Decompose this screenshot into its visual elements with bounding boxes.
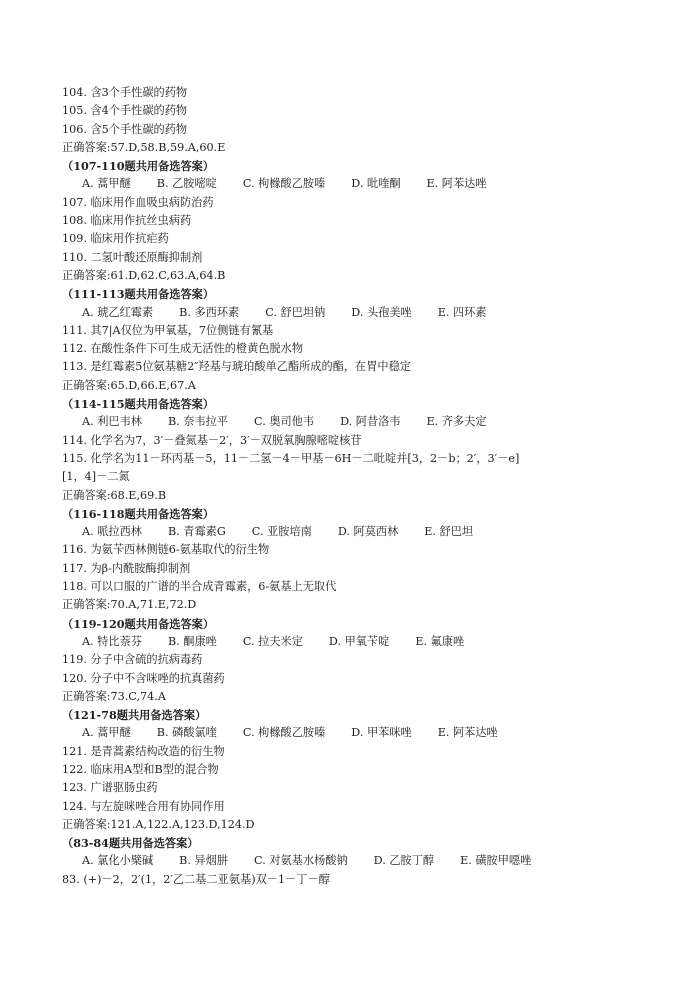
option-item: D. 阿昔洛韦 [340,415,401,429]
option-row [62,523,662,541]
option-item: C. 枸橼酸乙胺嗪 [242,177,326,191]
option-item: D. 吡喹酮 [351,177,401,191]
option-item: E. 齐多夫定 [426,415,487,429]
option-item: D. 甲苯咪唑 [351,726,412,740]
question-line: 104. 含3个手性碳的药物 [62,86,188,99]
option-row [62,633,662,651]
question-line: 111. 其7|A仅位为甲氧基，7位侧链有氰基 [62,323,274,337]
option-item: D. 乙胺丁醇 [373,854,435,868]
option-item: E. 阿苯达唑 [426,177,487,191]
question-line: 122. 临床用A型和B型的混合物 [62,762,219,776]
option-item: D. 甲氧苄啶 [328,634,390,648]
section-header: （107-110题共用备选答案） [62,159,215,174]
option-row [62,413,662,431]
question-line: 105. 含4个手性碳的药物 [62,104,188,118]
option-item: C. 舒巴坦钠 [265,305,326,319]
option-item: B. 多西环素 [179,305,240,319]
answer-line: 正确答案:68.E,69.B [62,488,167,502]
question-line: 113. 是红霉素5位氨基糖2″羟基与琥珀酸单乙酯所成的酯，在胃中稳定 [62,360,411,374]
option-item: A. 琥乙红霉素 [82,305,154,319]
option-item: E. 磺胺甲噁唑 [460,854,532,868]
section-header: （83-84题共用备选答案） [62,836,199,851]
option-item: A. 蒿甲醚 [82,177,131,191]
question-line: 83. (+)－2，2′(1，2′乙二基二亚氨基)双－1－丁－醇 [62,872,330,886]
option-item: A. 氯化小檗碱 [82,854,154,868]
option-item: E. 舒巴坦 [424,525,474,539]
section-header: （111-113题共用备选答案） [62,287,215,302]
section-header: （116-118题共用备选答案） [62,506,215,521]
answer-line: 正确答案:70.A,71.E,72.D [62,598,197,612]
option-item: C. 拉夫米定 [242,634,303,648]
option-item: D. 阿莫西林 [337,525,399,539]
question-line: 112. 在酸性条件下可生成无活性的橙黄色脱水物 [62,342,304,356]
question-line: 119. 分子中含硫的抗病毒药 [62,653,203,667]
option-row [62,724,662,742]
option-row [62,304,662,322]
option-row [62,852,662,870]
option-item: A. 利巴韦林 [82,415,142,429]
option-item: B. 酮康唑 [167,634,217,648]
option-item: E. 阿苯达唑 [437,726,498,740]
answer-line: 正确答案:73.C,74.A [62,689,166,703]
answer-line: 正确答案:61.D,62.C,63.A,64.B [62,268,226,282]
option-item: E. 氟康唑 [415,634,465,648]
option-item: C. 亚胺培南 [251,525,312,539]
question-line: 110. 二氢叶酸还原酶抑制剂 [62,250,203,264]
section-header: （121-78题共用备选答案） [62,708,207,723]
option-item: B. 青霉素G [167,525,226,539]
question-line: 106. 含5个手性碳的药物 [62,122,188,136]
option-item: B. 奈韦拉平 [167,415,229,429]
question-line: [1，4]－二氮 [62,470,130,484]
answer-line: 正确答案:121.A,122.A,123.D,124.D [62,817,255,831]
option-item: D. 头孢美唑 [351,305,412,319]
question-line: 121. 是青蒿素结构改造的衍生物 [62,744,225,758]
option-row [62,175,662,193]
answer-line: 正确答案:65.D,66.E,67.A [62,378,196,392]
question-line: 109. 临床用作抗疟药 [62,232,169,246]
answer-line: 正确答案:57.D,58.B,59.A,60.E [62,140,226,154]
question-line: 107. 临床用作血吸虫病防治药 [62,195,214,209]
question-line: 124. 与左旋咪唑合用有协同作用 [62,799,225,813]
question-line: 117. 为β-内酰胺酶抑制剂 [62,561,191,575]
option-item: A. 特比萘芬 [82,634,142,648]
option-item: C. 奥司他韦 [254,415,315,429]
option-item: B. 磷酸氯喹 [156,726,217,740]
option-item: C. 枸橼酸乙胺嗪 [242,726,326,740]
question-line: 116. 为氨苄西林侧链6-氨基取代的衍生物 [62,543,270,557]
option-item: E. 四环素 [437,305,487,319]
option-item: A. 哌拉西林 [82,525,142,539]
question-line: 118. 可以口服的广谱的半合成青霉素，6-氨基上无取代 [62,580,337,594]
question-line: 115. 化学名为11－环丙基－5，11－二氢－4－甲基－6H－二吡啶并[3，2－b；2′，3′－e] [62,451,520,465]
document-page [62,84,662,889]
question-line: 114. 化学名为7，3′－叠氮基－2′，3′－双脱氧胸腺嘧啶核苷 [62,433,362,447]
option-item: B. 乙胺嘧啶 [156,177,217,191]
question-line: 123. 广谱驱肠虫药 [62,781,158,795]
section-header: （119-120题共用备选答案） [62,616,215,631]
question-line: 108. 临床用作抗丝虫病药 [62,214,192,228]
section-header: （114-115题共用备选答案） [62,397,215,412]
option-item: C. 对氨基水杨酸钠 [254,854,348,868]
question-line: 120. 分子中不含咪唑的抗真菌药 [62,671,225,685]
option-item: B. 异烟肼 [179,854,229,868]
option-item: A. 蒿甲醚 [82,726,131,740]
